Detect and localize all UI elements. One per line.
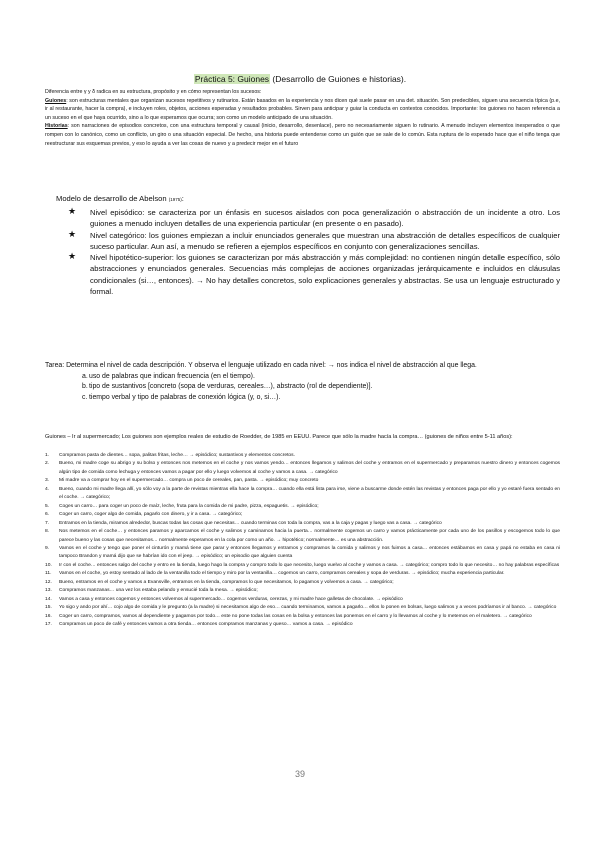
- example-item: [45, 570, 560, 578]
- example-number: 11.: [45, 571, 52, 577]
- example-item: [45, 613, 560, 621]
- task-letter: a.: [82, 372, 88, 380]
- example-number: 8.: [45, 529, 50, 535]
- example-item: [45, 460, 560, 477]
- example-text: Nos metemos en el coche… y entonces paramos y aparcamos el coche y salimos y caminamos hacia la puerta… normalmente cogemos un carro y vamos prácticamente por cada uno de los pasillos y escogemos todo lo que parece bueno y las cosas que necesitamos… normalmente esperamos en la cola por como un año. → hipotético; normalmente… es una abstracción.: [59, 529, 560, 543]
- title-highlight: Práctica 5: Guiones: [194, 74, 270, 84]
- example-text: Entramos en la tienda, miramos alrededor, buscas todas las cosas que necesitas… cuando terminas con toda la compra, vas a la caja y pagas y luego vas a casa. → categórico: [59, 520, 442, 526]
- example-item: [45, 452, 560, 460]
- example-number: 15.: [45, 605, 52, 611]
- example-item: [45, 621, 560, 629]
- abelson-heading: [56, 194, 184, 203]
- task-list: [45, 372, 560, 404]
- example-number: 7.: [45, 520, 50, 526]
- example-number: 4.: [45, 486, 50, 492]
- example-item: [45, 477, 560, 485]
- example-item: [45, 604, 560, 612]
- example-text: Bueno, entramos en el coche y vamos a Evansville, entramos en la tienda, compramos lo que necesitamos, lo pagamos y volvemos a casa. → categórico;: [59, 579, 394, 585]
- historias-definition: [45, 122, 560, 148]
- example-number: 3.: [45, 478, 50, 484]
- example-text: Coges un carro… para coger un poco de maíz, leche, fruta para la comida de mi padre, pizza, espaguetis. → episódico;: [59, 503, 319, 509]
- example-text: Coger un carro, coger algo de comida, pagarlo con dinero, y ir a casa. → categórico;: [59, 512, 243, 518]
- task-section: [45, 361, 560, 403]
- example-text: Vamos en el coche, yo estoy sentado al lado de la ventanilla todo el tiempo y miro por la ventanilla… cogemos un carro, compramos cereales y sopa de verduras. → episódico; mucha experiencia particular.: [59, 571, 505, 577]
- example-number: 16.: [45, 613, 52, 619]
- example-number: 5.: [45, 503, 50, 509]
- example-text: Mi madre va a comprar hoy en el supermercado… compra un poco de cereales, pan, pasta. → episódico; muy concreto: [59, 478, 319, 484]
- page-title: [0, 74, 600, 84]
- example-text: Bueno, mi madre coge su abrigo y su bolso y entonces nos metemos en el coche y nos vamos yendo… entonces llegamos y salimos del coche y entramos en el supermercado y preparamos nuestro dinero y entonces cogemos algún tipo de comida como lechuga y entonces vamos a pagar por ello y luego volvemos al coche y vamos a casa. → categórico: [59, 461, 560, 475]
- level-item: [68, 207, 560, 230]
- example-number: 13.: [45, 588, 52, 594]
- example-number: 10.: [45, 562, 52, 568]
- example-item: [45, 587, 560, 595]
- task-letter: b.: [82, 383, 88, 390]
- example-item: [45, 596, 560, 604]
- level-item: [68, 230, 560, 253]
- example-item: [45, 511, 560, 519]
- task-item-text: tipo de sustantivos [concreto (sopa de verduras, cereales…), abstracto (rol de dependiente)].: [89, 383, 373, 390]
- intro-section: [45, 88, 560, 148]
- guiones-term: Guiones: [45, 97, 67, 104]
- level-item: [68, 252, 560, 297]
- task-text: Tarea: Determina el nivel de cada descripción. Y observa el lenguaje utilizado en cada nivel: → nos indica el nivel de abstracción al que llega.: [45, 362, 477, 369]
- task-item-text: tiempo verbal y tipo de palabras de conexión lógica (y, o, si…).: [89, 393, 281, 401]
- example-item: [45, 503, 560, 511]
- title-rest: (Desarrollo de Guiones e historias).: [270, 74, 407, 84]
- task-item-text: uso de palabras que indican frecuencia (en el tiempo).: [89, 372, 255, 380]
- star-icon: ★: [68, 206, 77, 216]
- page-number: 39: [294, 769, 305, 779]
- level-text: Nivel hipotético-superior: los guiones se caracterizan por más abstracción y más complejidad: no contienen ningún detalle específico, sólo abstracciones y enunciados generales. Secuencias más complejas de acciones organizadas jerárquicamente e incluidos en cláusulas condicionales (si…, entonces). → No hay detalles concretos, solo explicaciones generales y abstractas. Se usa un lenguaje estructurado y formal.: [90, 253, 560, 297]
- example-number: 14.: [45, 596, 52, 602]
- abelson-label: Modelo de desarrollo de Abelson: [56, 194, 169, 203]
- example-text: Vamos a casa y entonces cogemos y entonces volvemos al supermercado… cogemos verduras, cerezas, y mi madre hace galletas de chocolate. → episódico: [59, 596, 403, 602]
- example-item: [45, 579, 560, 587]
- example-number: 9.: [45, 545, 50, 551]
- example-text: Yo sigo y ando por ahí… cojo algo de comida y le pregunto (a la madre) si necesitamos algo de eso… cuando terminamos, vamos a pagarlo… ellos lo ponen en bolsas, luego salimos y a veces podríamos ir al banco. → categórico: [59, 605, 557, 611]
- example-text: Compramos pasta de dientes… sopa, palitas fritas, leche… → episódico; sustantivos y elementos concretos.: [59, 453, 295, 458]
- historias-text: : son narraciones de episodios concretos, con una estructura temporal y causal (inicio, desarrollo, desenlace), pero no necesariamente siguen lo rutinario. A menudo incluyen elementos inesperados o que rompen con lo canónico, como un conflicto, un giro o una situación especial. De hecho, una historia puede entenderse como un guión que se sale de lo común. Esta ruptura de lo esperado hace que el niño tenga que reestructurar sus esquemas previos, y eso lo ayuda a ver las cosas de nuevo y a predecir mejor en el futuro: [45, 123, 560, 147]
- examples-intro: [45, 433, 560, 442]
- star-icon: ★: [68, 228, 77, 239]
- example-text: Coger un carro, compramos, vamos al dependiente y pagamos por todo… este no pone todas las cosas en la bolsa y entonces las ponemos en el carro y lo llevamos al coche y lo metemos en el maletero. → categórico: [59, 613, 532, 619]
- intro-line: Diferencia entre γ y δ radica en su estructura, propósito y en cómo representan los sucesos:: [45, 89, 262, 95]
- example-number: 12.: [45, 579, 52, 585]
- guiones-definition: [45, 97, 560, 123]
- example-item: [45, 562, 560, 570]
- guiones-text: : son estructuras mentales que organizan sucesos repetitivos y rutinarios. Están basados en la experiencia y nos dicen qué suele pasar en una det. situación. Son predecibles, siguen una secuencia típica (p.e, ir al restaurante, hacer la compra), e incluyen roles, objetos, acciones esperadas y resultados probables. Sirven para anticipar y guiar la conducta en contextos conocidos. Importante: los guiones no hacen referencia a un suceso en el que haya ocurrido, sino a lo que esperamos que ocurra; son como un modelo anticipado de una situación.: [45, 97, 560, 121]
- example-number: 2.: [45, 461, 50, 467]
- example-text: Compramos un poco de café y entonces vamos a otra tienda… entonces compramos manzanas y queso… vamos a casa. → episódico: [59, 622, 353, 628]
- abelson-year: (1975): [168, 197, 182, 202]
- task-item: [45, 393, 560, 404]
- example-text: Bueno, cuando mi madre llega allí, yo sólo voy a la parte de revistas mientras ella hace la compra… cuando ella está lista para irse, viene a buscarme donde estén las revistas y entonces paga por ello y yo estaré fuera sentado en el coche. → categórico;: [59, 486, 560, 501]
- historias-term: Historias: [45, 123, 68, 130]
- example-item: [45, 528, 560, 545]
- examples-list: [45, 452, 560, 630]
- example-item: [45, 545, 560, 562]
- abelson-colon: :: [181, 194, 184, 203]
- task-item: [45, 382, 560, 393]
- level-text: Nivel episódico: se caracteriza por un énfasis en sucesos aislados con poca generalización o abstracción de un incidente a otro. Los guiones a menudo incluyen detalles de una experiencia particular (en presente o en pasado).: [90, 208, 560, 229]
- example-item: [45, 520, 560, 528]
- task-letter: c.: [82, 393, 88, 401]
- example-number: 17.: [45, 622, 52, 628]
- example-text: Ir con el coche… entonces salgo del coche y entro en la tienda, luego hago la compra y compro todo lo que necesito, luego vuelvo al coche y vamos a casa. → categórico; compro todo lo que necesito… no hay palabras específicas: [59, 562, 560, 568]
- example-number: 1.: [45, 453, 50, 458]
- level-text: Nivel categórico: los guiones empiezan a incluir enunciados generales que muestran una abstracción de detalles específicos de cualquier suceso particular. Aun así, a menudo se refieren a ejemplos específicos en conjunto con generalizaciones sencillas.: [90, 230, 560, 251]
- task-item: [45, 372, 560, 383]
- example-number: 6.: [45, 512, 50, 518]
- example-text: Vamos en el coche y tengo que poner el cinturón y mamá tiene que parar y entonces llegamos y entramos y compramos la comida y salimos y nos fuimos a casa… entonces estábamos en casa y papá no estaba en casa ni tampoco Brandon y mamá dijo que se habrían ido con el jeep. → episódico; un episodio que alguien cuenta: [59, 545, 560, 560]
- example-text: Compramos manzanas… una vez los estaba pelando y ensucié toda la mesa. → episódico;: [59, 588, 258, 594]
- levels-list: [68, 207, 560, 297]
- star-icon: ★: [68, 251, 77, 262]
- example-item: [45, 486, 560, 503]
- examples-intro-text: Guiones – Ir al supermercado; Los guiones son ejemplos reales de estudio de Roedder, de 1985 en EEUU. Parece que sólo la madre hacía la compra… (guiones de niños entre 5-11 años):: [45, 434, 513, 440]
